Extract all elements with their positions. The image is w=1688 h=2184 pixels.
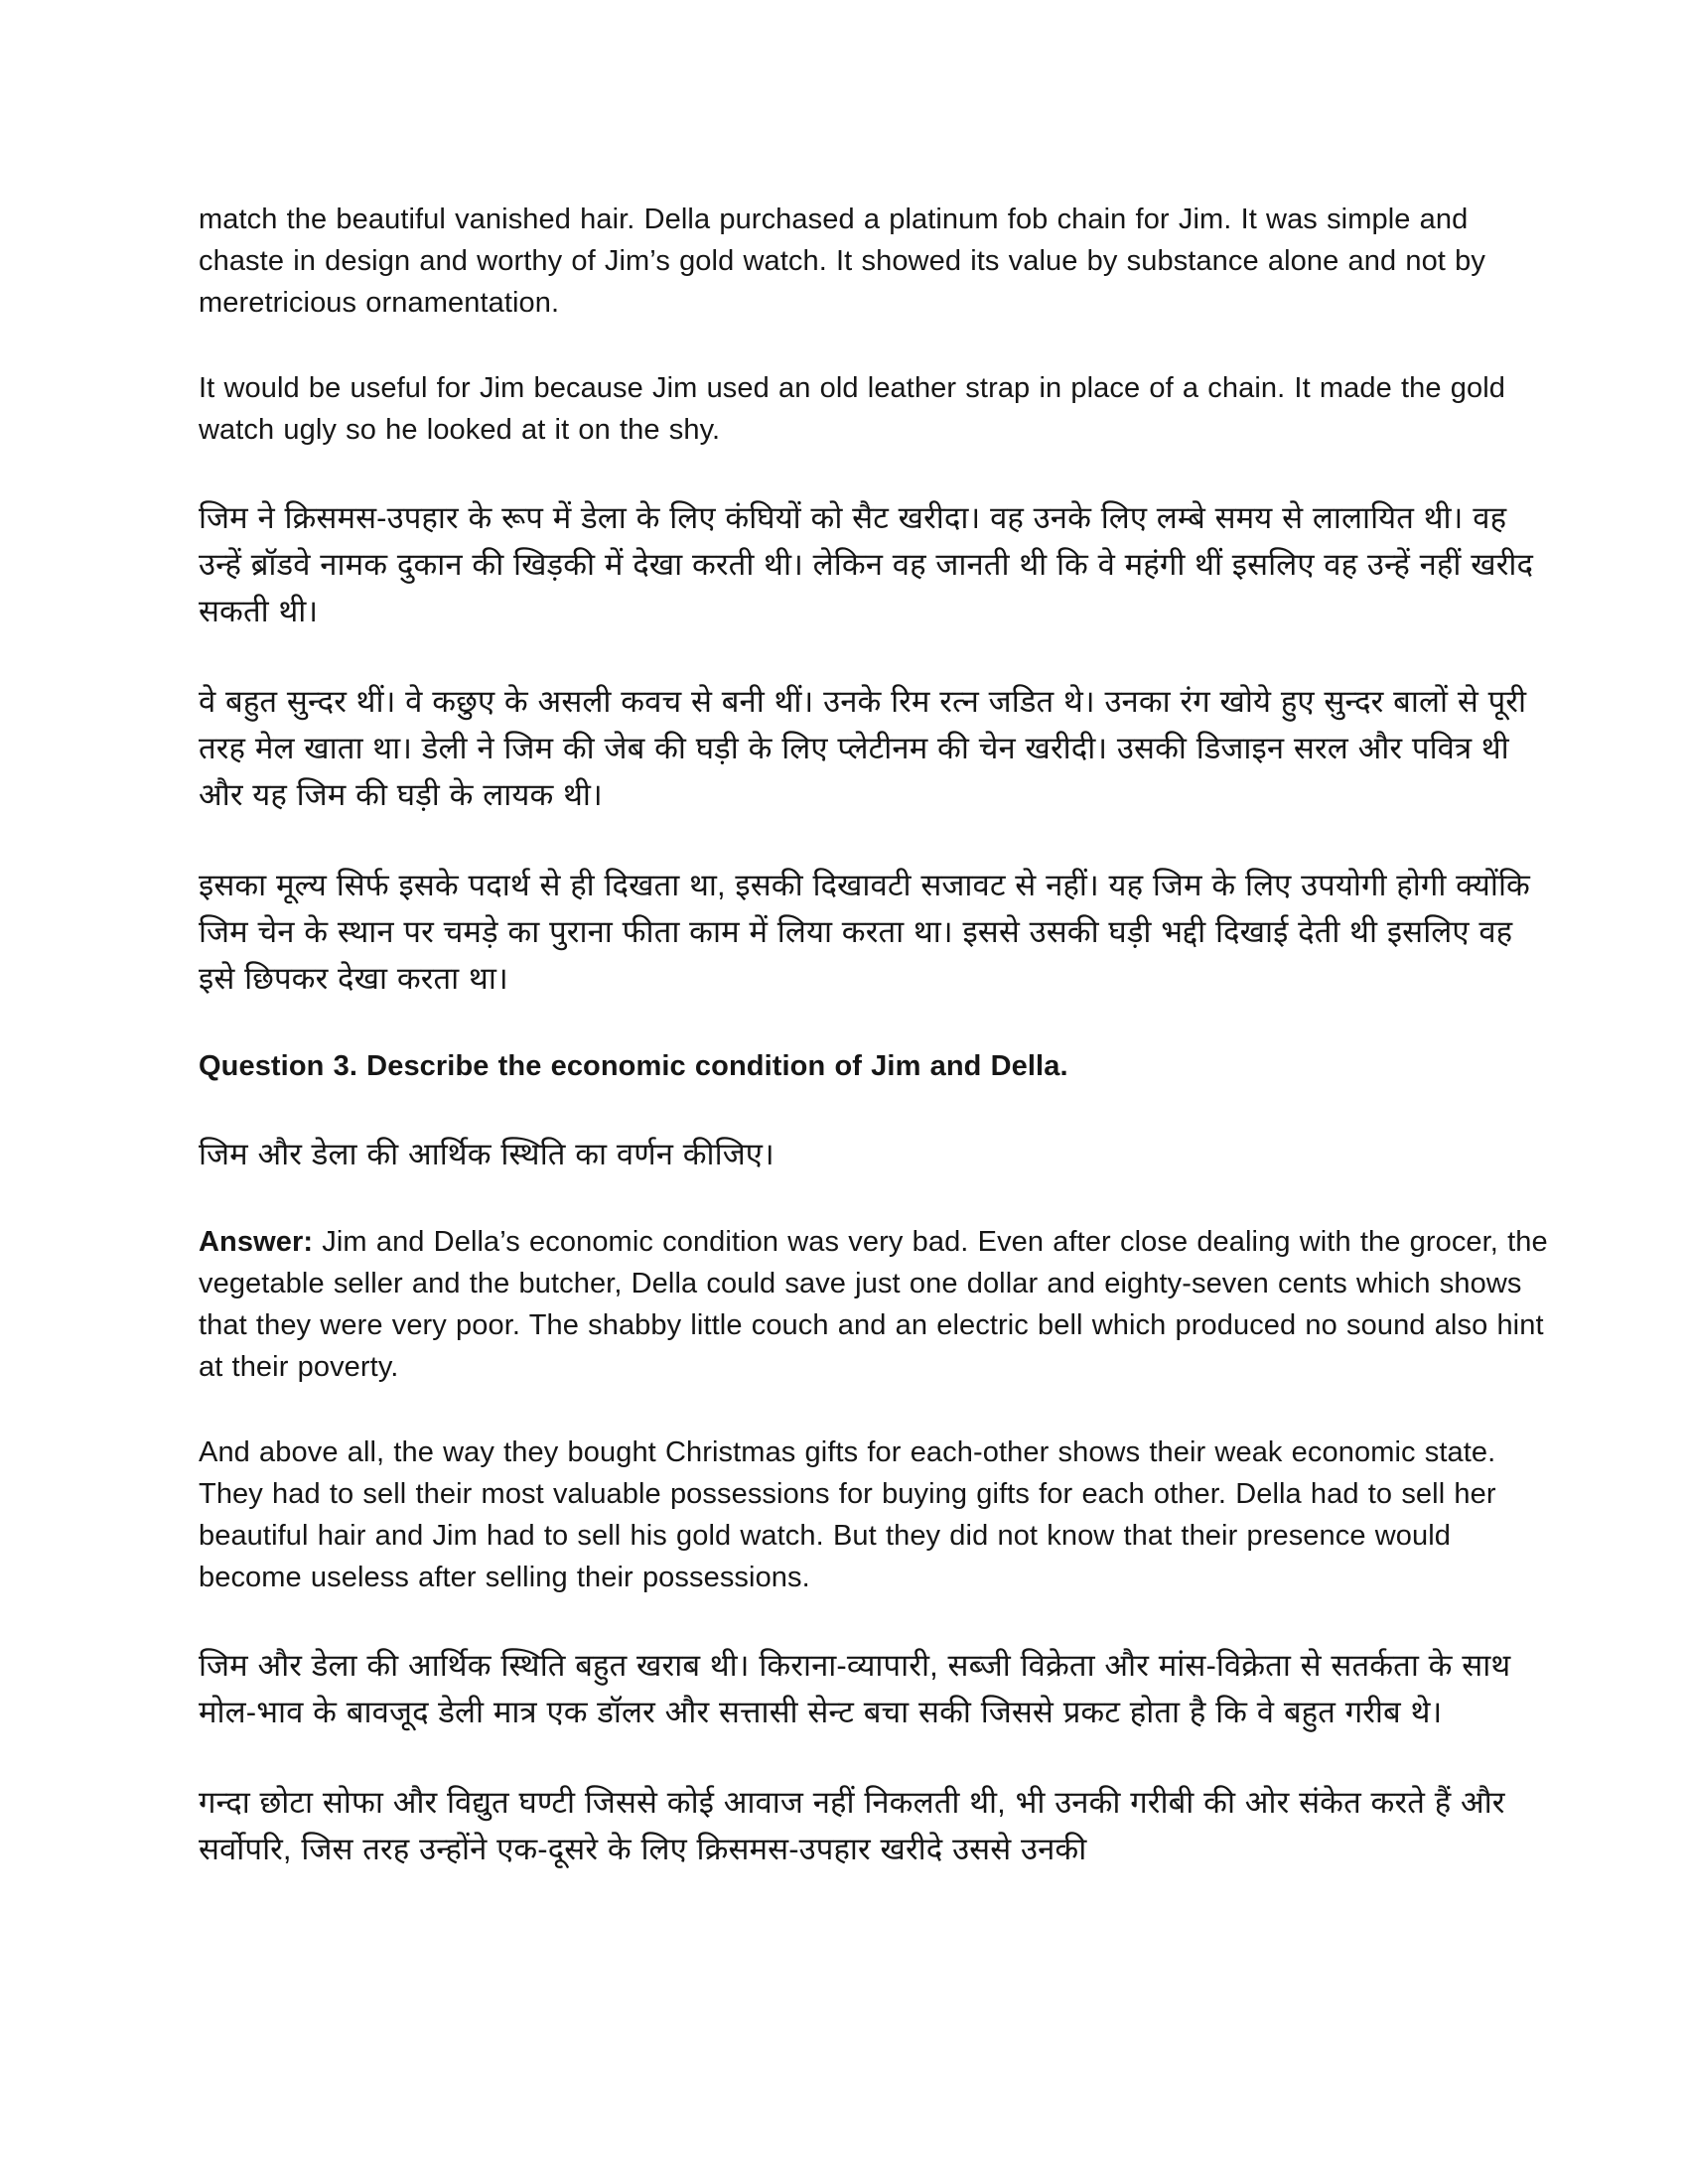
paragraph-english-above-all: And above all, the way they bought Christmas gifts for each-other shows their weak economic state. They had to sell their most valuable possessions for buying gifts for each other. Della had to sell her beautiful hair and Jim had to sell his gold watch. But they did not know that their presence would become useless after selling their possessions. [199,1436,1496,1593]
question-3-hindi-translation: जिम और डेला की आर्थिक स्थिति का वर्णन कीजिए। [199,1137,774,1171]
question-3-heading: Question 3. Describe the economic condition of Jim and Della. [199,1050,1068,1082]
answer-body-text: Jim and Della’s economic condition was very bad. Even after close dealing with the grocer, the vegetable seller and the butcher, Della could save just one dollar and eighty-seven cents which shows that they were very poor. The shabby little couch and an electric bell which produced no sound also hint at their poverty. [199,1226,1548,1383]
paragraph-hindi-sofa-and-bell: गन्दा छोटा सोफा और विद्युत घण्टी जिससे कोई आवाज नहीं निकलती थी, भी उनकी गरीबी की ओर संकेत करते हैं और सर्वोपरि, जिस तरह उन्होंने एक-दूसरे के लिए क्रिसमस-उपहार खरीदे उससे उनकी [199,1785,1505,1866]
paragraph-hindi-combs-set: जिम ने क्रिसमस-उपहार के रूप में डेला के लिए कंघियों को सैट खरीदा। वह उनके लिए लम्बे समय से लालायित थी। वह उन्हें ब्रॉडवे नामक दुकान की खिड़की में देखा करती थी। लेकिन वह जानती थी कि वे महंगी थीं इसलिए वह उन्हें नहीं खरीद सकती थी। [199,500,1534,628]
paragraph-hindi-chain-value: इसका मूल्य सिर्फ इसके पदार्थ से ही दिखता था, इसकी दिखावटी सजावट से नहीं। यह जिम के लिए उपयोगी होगी क्योंकि जिम चेन के स्थान पर चमड़े का पुराना फीता काम में लिया करता था। इससे उसकी घड़ी भद्दी दिखाई देती थी इसलिए वह इसे छिपकर देखा करता था। [199,868,1530,996]
paragraph-english-fob-chain: match the beautiful vanished hair. Della purchased a platinum fob chain for Jim. It was simple and chaste in design and worthy of Jim’s gold watch. It showed its value by substance alone and not by meretricious ornamentation. [199,204,1485,319]
answer-label: Answer: [199,1226,314,1258]
paragraph-hindi-economic-condition: जिम और डेला की आर्थिक स्थिति बहुत खराब थी। किराना-व्यापारी, सब्जी विक्रेता और मांस-विक्रेता से सतर्कता के साथ मोल-भाव के बावजूद डेली मात्र एक डॉलर और सत्तासी सेन्ट बचा सकी जिससे प्रकट होता है कि वे बहुत गरीब थे। [199,1648,1511,1729]
paragraph-english-useful-for-jim: It would be useful for Jim because Jim used an old leather strap in place of a chain. It made the gold watch ugly so he looked at it on the shy. [199,372,1505,446]
answer-paragraph [199,1221,1549,1388]
paragraph-hindi-tortoise-shell: वे बहुत सुन्दर थीं। वे कछुए के असली कवच से बनी थीं। उनके रिम रत्न जडित थे। उनका रंग खोये हुए सुन्दर बालों से पूरी तरह मेल खाता था। डेली ने जिम की जेब की घड़ी के लिए प्लेटीनम की चेन खरीदी। उसकी डिजाइन सरल और पवित्र थी और यह जिम की घड़ी के लायक थी। [199,684,1527,812]
